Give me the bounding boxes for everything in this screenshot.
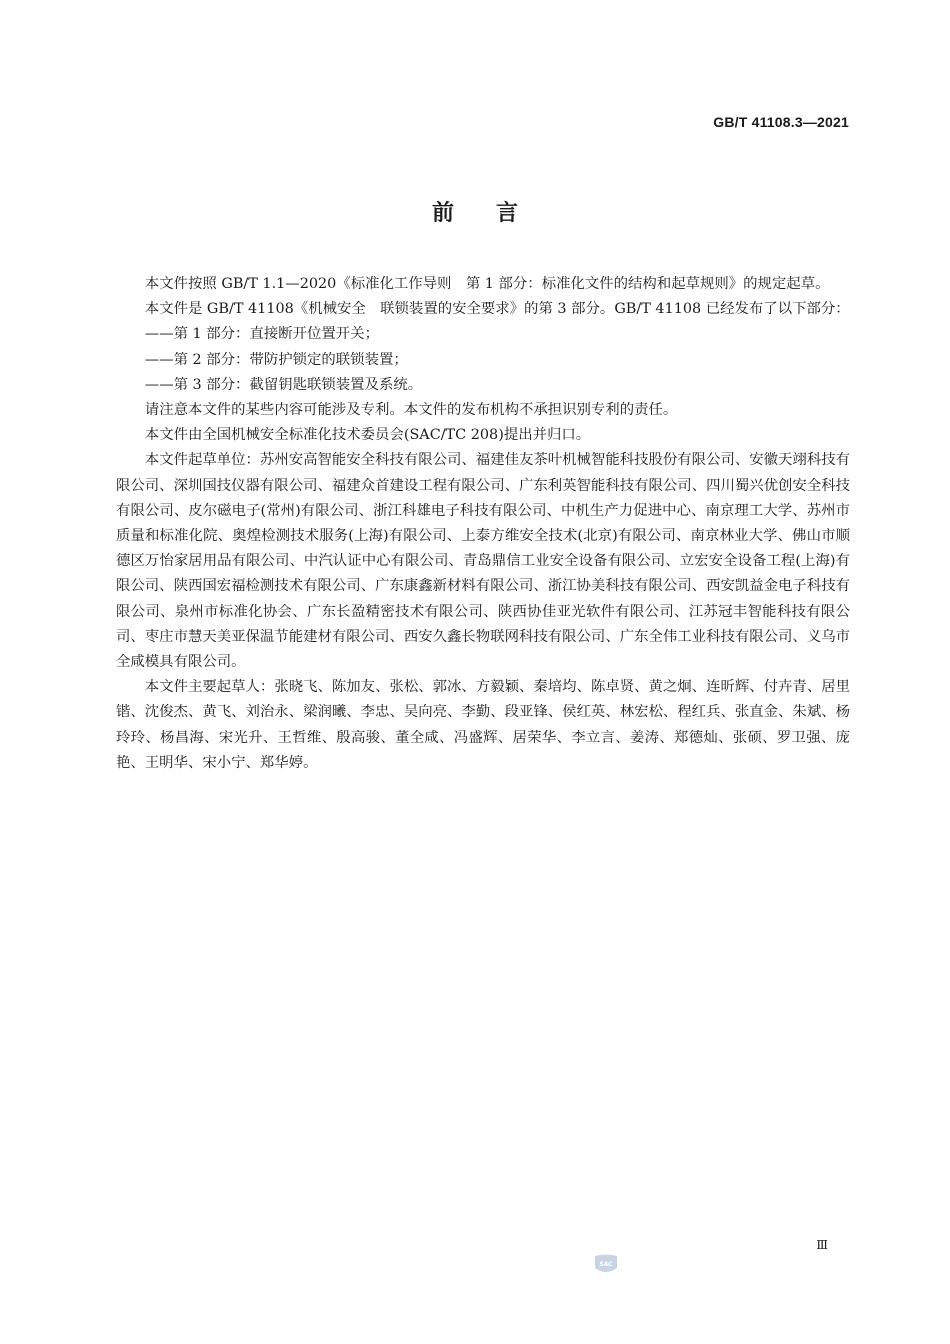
svg-text:SAC: SAC: [599, 1261, 613, 1268]
document-body: [116, 272, 850, 776]
paragraph-drafting-units: 本文件起草单位：苏州安高智能安全科技有限公司、福建佳友茶叶机械智能科技股份有限公司、安徽天翊科技有限公司、深圳国技仪器有限公司、福建众首建设工程有限公司、广东利英智能科技有限公司、四川蜀兴优创安全科技有限公司、皮尔磁电子(常州)有限公司、浙江科雄电子科技有限公司、中机生产力促进中心、南京理工大学、苏州市质量和标准化院、奥煌检测技术服务(上海)有限公司、上泰方维安全技术(北京)有限公司、南京林业大学、佛山市顺德区万怡家居用品有限公司、中汽认证中心有限公司、青岛鼎信工业安全设备有限公司、立宏安全设备工程(上海)有限公司、陕西国宏福检测技术有限公司、广东康鑫新材料有限公司、浙江协美科技有限公司、西安凯益金电子科技有限公司、泉州市标准化协会、广东长盈精密技术有限公司、陕西协佳亚光软件有限公司、江苏冠丰智能科技有限公司、枣庄市慧天美亚保温节能建材有限公司、西安久鑫长物联网科技有限公司、广东全伟工业科技有限公司、义乌市全咸模具有限公司。: [116, 452, 850, 671]
standard-code: GB/T 41108.3—2021: [713, 114, 849, 130]
paragraph-drafters: 本文件主要起草人：张晓飞、陈加友、张松、郭冰、方毅颖、秦培均、陈卓贤、黄之炯、连昕辉、付卉青、居里锴、沈俊杰、黄飞、刘治永、梁润曦、李忠、吴向亮、李勤、段亚锋、侯红英、林宏松、程红兵、张直金、朱斌、杨玲玲、杨昌海、宋光升、王哲维、殷高骏、董全咸、冯盛辉、居荣华、李立言、姜涛、郑德灿、张硕、罗卫强、庞艳、王明华、宋小宁、郑华婷。: [116, 679, 850, 771]
paragraph-drafting-rules: 本文件按照 GB/T 1.1—2020《标准化工作导则 第 1 部分：标准化文件的结构和起草规则》的规定起草。: [144, 276, 830, 292]
paragraph-committee: 本文件由全国机械安全标准化技术委员会(SAC/TC 208)提出并归口。: [144, 427, 591, 444]
sac-logo-icon: [592, 1254, 620, 1274]
paragraph-patent-notice: 请注意本文件的某些内容可能涉及专利。本文件的发布机构不承担识别专利的责任。: [144, 402, 678, 419]
page-title: 前言: [431, 201, 560, 226]
list-item-part-1: ——第 1 部分：直接断开位置开关；: [144, 326, 379, 343]
page-number: Ⅲ: [816, 1238, 828, 1252]
paragraph-series-intro: 本文件是 GB/T 41108《机械安全 联锁装置的安全要求》的第 3 部分。GB/T 41108 已经发布了以下部分：: [144, 301, 850, 318]
list-item-part-3: ——第 3 部分：截留钥匙联锁装置及系统。: [144, 376, 423, 393]
list-item-part-2: ——第 2 部分：带防护锁定的联锁装置；: [144, 351, 408, 368]
